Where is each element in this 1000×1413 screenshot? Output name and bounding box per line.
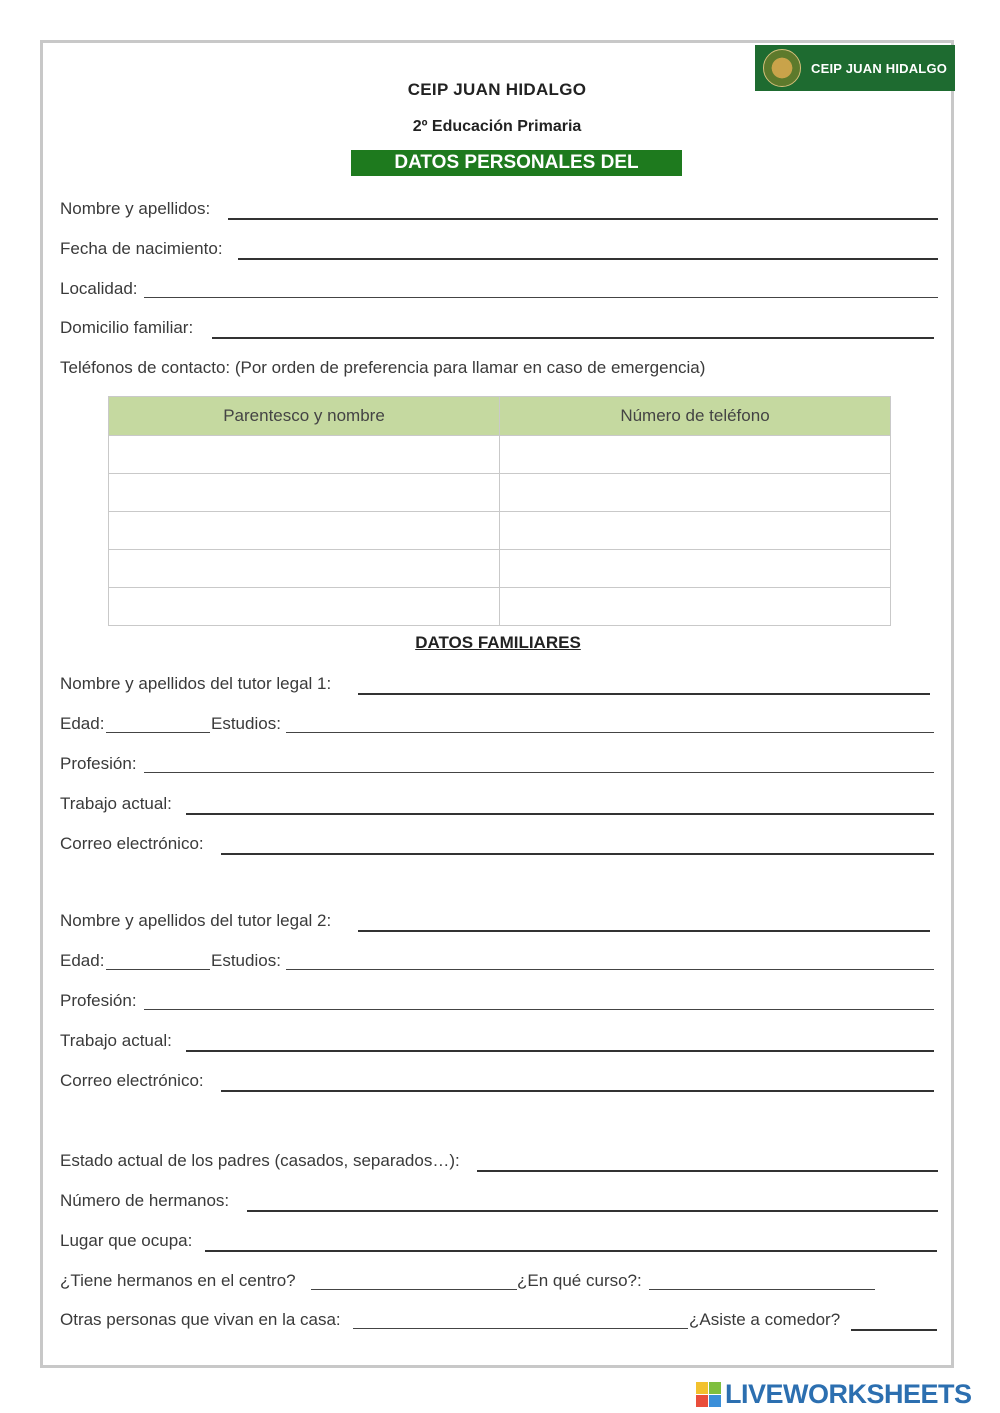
tutor1-studies-label: Estudios: xyxy=(211,714,281,733)
table-row xyxy=(109,436,891,474)
canteen-field[interactable] xyxy=(851,1329,937,1331)
tutor2-age-field[interactable] xyxy=(106,969,210,970)
tutor2-email-label: Correo electrónico: xyxy=(60,1071,204,1090)
table-row xyxy=(109,512,891,550)
sibling-position-field[interactable] xyxy=(205,1250,937,1252)
relationship-name-cell[interactable] xyxy=(109,512,500,550)
town-label: Localidad: xyxy=(60,279,138,298)
name-field[interactable] xyxy=(228,218,938,220)
phone-number-cell[interactable] xyxy=(500,588,891,626)
liveworksheets-wordmark: LIVEWORKSHEETS xyxy=(725,1378,972,1409)
siblings-count-field[interactable] xyxy=(247,1210,938,1212)
name-row xyxy=(60,199,940,223)
siblings-school-label: ¿Tiene hermanos en el centro? xyxy=(60,1271,296,1290)
table-row xyxy=(109,550,891,588)
tutor1-profession-row xyxy=(60,754,940,778)
tutor2-profession-field[interactable] xyxy=(144,1009,934,1010)
tutor1-age-row xyxy=(60,714,940,738)
tutor1-email-label: Correo electrónico: xyxy=(60,834,204,853)
relationship-name-cell[interactable] xyxy=(109,550,500,588)
parents-status-row xyxy=(60,1151,940,1175)
tutor1-email-row xyxy=(60,834,940,858)
relationship-name-cell[interactable] xyxy=(109,436,500,474)
tutor2-studies-field[interactable] xyxy=(286,969,934,970)
others-field[interactable] xyxy=(353,1328,688,1329)
course-label: ¿En qué curso?: xyxy=(517,1271,642,1290)
parents-status-label: Estado actual de los padres (casados, separados…): xyxy=(60,1151,460,1170)
tutor2-email-row xyxy=(60,1071,940,1095)
liveworksheets-logo-icon xyxy=(696,1382,721,1407)
tutor1-job-field[interactable] xyxy=(186,813,934,815)
relationship-name-header: Parentesco y nombre xyxy=(109,397,500,436)
tutor2-job-label: Trabajo actual: xyxy=(60,1031,172,1050)
tutor1-profession-field[interactable] xyxy=(144,772,934,773)
address-label: Domicilio familiar: xyxy=(60,318,194,337)
phone-number-cell[interactable] xyxy=(500,436,891,474)
tutor2-name-row xyxy=(60,911,940,935)
tutor2-age-label: Edad: xyxy=(60,951,105,970)
canteen-label: ¿Asiste a comedor? xyxy=(689,1310,841,1329)
tutor1-studies-field[interactable] xyxy=(286,732,934,733)
tutor1-age-label: Edad: xyxy=(60,714,105,733)
address-field[interactable] xyxy=(212,337,934,339)
tutor2-job-row xyxy=(60,1031,940,1055)
school-logo xyxy=(755,45,955,91)
address-row xyxy=(60,318,940,342)
relationship-name-cell[interactable] xyxy=(109,588,500,626)
tutor2-studies-label: Estudios: xyxy=(211,951,281,970)
siblings-school-field[interactable] xyxy=(311,1289,517,1290)
siblings-row xyxy=(60,1191,940,1215)
family-section-title: DATOS FAMILIARES xyxy=(415,633,581,652)
name-label: Nombre y apellidos: xyxy=(60,199,211,218)
tutor2-name-field[interactable] xyxy=(358,930,930,932)
liveworksheets-brand xyxy=(696,1378,972,1410)
phone-number-cell[interactable] xyxy=(500,474,891,512)
tutor1-name-row xyxy=(60,674,940,698)
birth-label: Fecha de nacimiento: xyxy=(60,239,223,258)
tutor2-profession-row xyxy=(60,991,940,1015)
tutor1-email-field[interactable] xyxy=(221,853,934,855)
phone-number-cell[interactable] xyxy=(500,550,891,588)
tutor1-age-field[interactable] xyxy=(106,732,210,733)
birth-date-field[interactable] xyxy=(238,258,938,260)
siblings-school-row xyxy=(60,1271,940,1295)
tutor1-profession-label: Profesión: xyxy=(60,754,137,773)
town-row xyxy=(60,279,940,303)
course-field[interactable] xyxy=(649,1289,875,1290)
tutor2-age-row xyxy=(60,951,940,975)
tutor1-name-label: Nombre y apellidos del tutor legal 1: xyxy=(60,674,332,693)
table-row xyxy=(109,474,891,512)
tutor1-job-row xyxy=(60,794,940,818)
tutor2-job-field[interactable] xyxy=(186,1050,934,1052)
position-label: Lugar que ocupa: xyxy=(60,1231,193,1250)
relationship-name-cell[interactable] xyxy=(109,474,500,512)
tutor2-profession-label: Profesión: xyxy=(60,991,137,1010)
contact-phones-table xyxy=(108,396,891,626)
school-name: CEIP JUAN HIDALGO xyxy=(407,80,587,99)
tutor1-name-field[interactable] xyxy=(358,693,930,695)
parents-status-field[interactable] xyxy=(477,1170,938,1172)
grade-level: 2º Educación Primaria xyxy=(412,118,582,135)
school-seal-icon xyxy=(763,49,801,87)
phone-number-header: Número de teléfono xyxy=(500,397,891,436)
tutor1-job-label: Trabajo actual: xyxy=(60,794,172,813)
section-banner: DATOS PERSONALES DEL ALUMNO/A xyxy=(351,150,682,176)
phones-intro-label: Teléfonos de contacto: (Por orden de preferencia para llamar en caso de emergencia) xyxy=(60,358,706,377)
table-row xyxy=(109,588,891,626)
others-label: Otras personas que vivan en la casa: xyxy=(60,1310,341,1329)
birth-row xyxy=(60,239,940,263)
table-header-row xyxy=(109,397,891,436)
tutor2-email-field[interactable] xyxy=(221,1090,934,1092)
tutor2-name-label: Nombre y apellidos del tutor legal 2: xyxy=(60,911,332,930)
phones-intro-row xyxy=(60,358,940,382)
siblings-label: Número de hermanos: xyxy=(60,1191,230,1210)
town-field[interactable] xyxy=(144,297,938,298)
position-row xyxy=(60,1231,940,1255)
others-row xyxy=(60,1310,940,1334)
phone-number-cell[interactable] xyxy=(500,512,891,550)
logo-text: CEIP JUAN HIDALGO xyxy=(811,60,948,76)
